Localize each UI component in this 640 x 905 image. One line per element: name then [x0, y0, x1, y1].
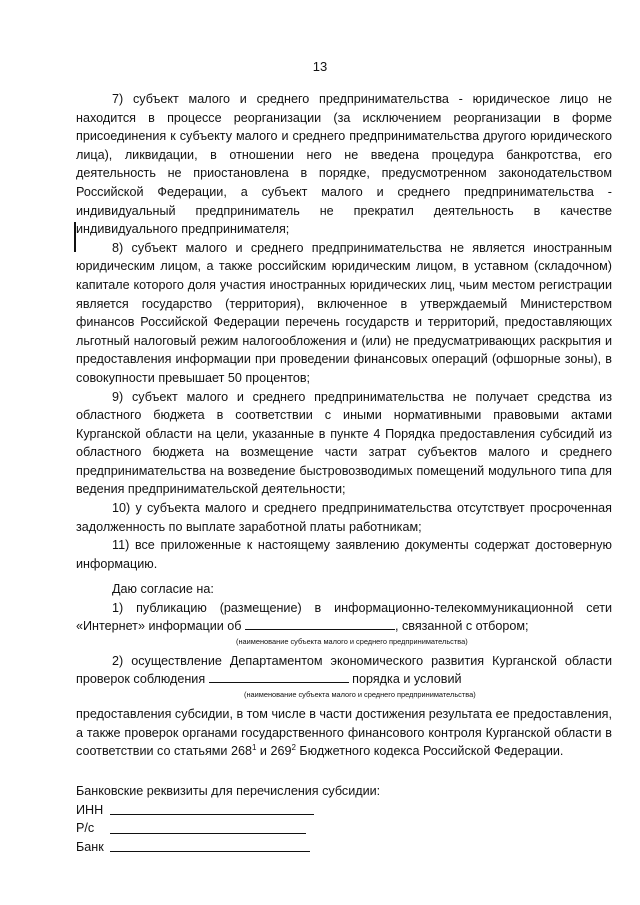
item-8: 8) субъект малого и среднего предпринимательства не является иностранным юридическим лицом, а также российским юридическим лицом, в уставном (складочном) капитале которого доля участия иностранных юридических лиц, чьим местом регистрации является государство (территория), включенное в утверждаемый Министерством финансов Российской Федерации перечень государств и территорий, предоставляющих льготный налоговый режим налогообложения и (или) не предусматривающих раскрытия и предоставления информации при проведении финансовых операций (офшорные зоны), в совокупности превышает 50 процентов; — [76, 240, 612, 385]
consent-2-cont-b: и 269 — [256, 744, 292, 759]
bank-field[interactable] — [110, 838, 310, 852]
account-field[interactable] — [110, 820, 306, 834]
caption-2: (наименование субъекта малого и среднего предпринимательства) — [244, 689, 476, 699]
consent-item-2-continued — [76, 705, 612, 761]
consent-1-end: , связанной с отбором; — [394, 619, 529, 634]
item-10: 10) у субъекта малого и среднего предпринимательства отсутствует просроченная задолженность по выплате заработной платы работникам; — [76, 501, 612, 534]
caption-1: (наименование субъекта малого и среднего предпринимательства) — [236, 636, 468, 646]
account-row — [76, 819, 612, 838]
consent-2-mid: порядка и условий — [352, 672, 462, 687]
inn-label: ИНН — [76, 802, 104, 817]
inn-field[interactable] — [110, 801, 314, 815]
consent-2-text: 2) осуществление Департаментом экономического развития Курганской области проверок соблюдения — [76, 653, 612, 687]
bank-details — [76, 782, 612, 856]
consent-item-2 — [76, 652, 612, 689]
company-name-blank-2[interactable] — [209, 670, 349, 683]
conditions-list — [76, 90, 612, 573]
bank-heading: Банковские реквизиты для перечисления субсидии: — [76, 784, 381, 798]
item-11: 11) все приложенные к настоящему заявлению документы содержат достоверную информацию. — [76, 538, 612, 571]
company-name-blank-1[interactable] — [245, 617, 395, 630]
consent-2-cont-c: Бюджетного кодекса Российской Федерации. — [295, 744, 564, 759]
consent-2-cont-a: предоставления субсидии, в том числе в части достижения результата ее предоставления, а также проверок органами государственного финансового контроля Курганской области в соответствии со статьями 268 — [76, 706, 612, 759]
account-label: Р/с — [76, 821, 95, 836]
consent-section — [76, 580, 612, 761]
item-7: 7) субъект малого и среднего предпринимательства - юридическое лицо не находится в процессе реорганизации (за исключением реорганизации в форме присоединения к субъекту малого и среднего предпринимательства другого юридического лица), ликвидации, в отношении него не введена процедура банкротства, его деятельность не приостановлена в порядке, предусмотренном законодательством Российской Федерации, а субъект малого и среднего предпринимательства - индивидуальный предприниматель не прекратил деятельность в качестве индивидуального предпринимателя; — [76, 92, 612, 237]
superscript-1: 1 — [251, 743, 257, 753]
consent-item-1 — [76, 599, 612, 636]
bank-label: Банк — [76, 839, 104, 854]
inn-row — [76, 801, 612, 820]
superscript-2: 2 — [291, 743, 296, 753]
item-9: 9) субъект малого и среднего предпринимательства не получает средства из областного бюджета в соответствии с иными нормативными правовыми актами Курганской области на цели, указанные в пункте 4 Порядка предоставления субсидий из областного бюджета на возмещение части затрат субъектов малого и среднего предпринимательства на возведение быстровозводимых помещений модульного типа для ведения предпринимательской деятельности; — [76, 389, 612, 497]
consent-1-text: 1) публикацию (размещение) в информационно-телекоммуникационной сети «Интернет» информации об — [76, 600, 612, 634]
page-number: 13 — [312, 59, 328, 74]
consent-heading: Даю согласие на: — [112, 582, 214, 596]
bank-row — [76, 838, 612, 857]
